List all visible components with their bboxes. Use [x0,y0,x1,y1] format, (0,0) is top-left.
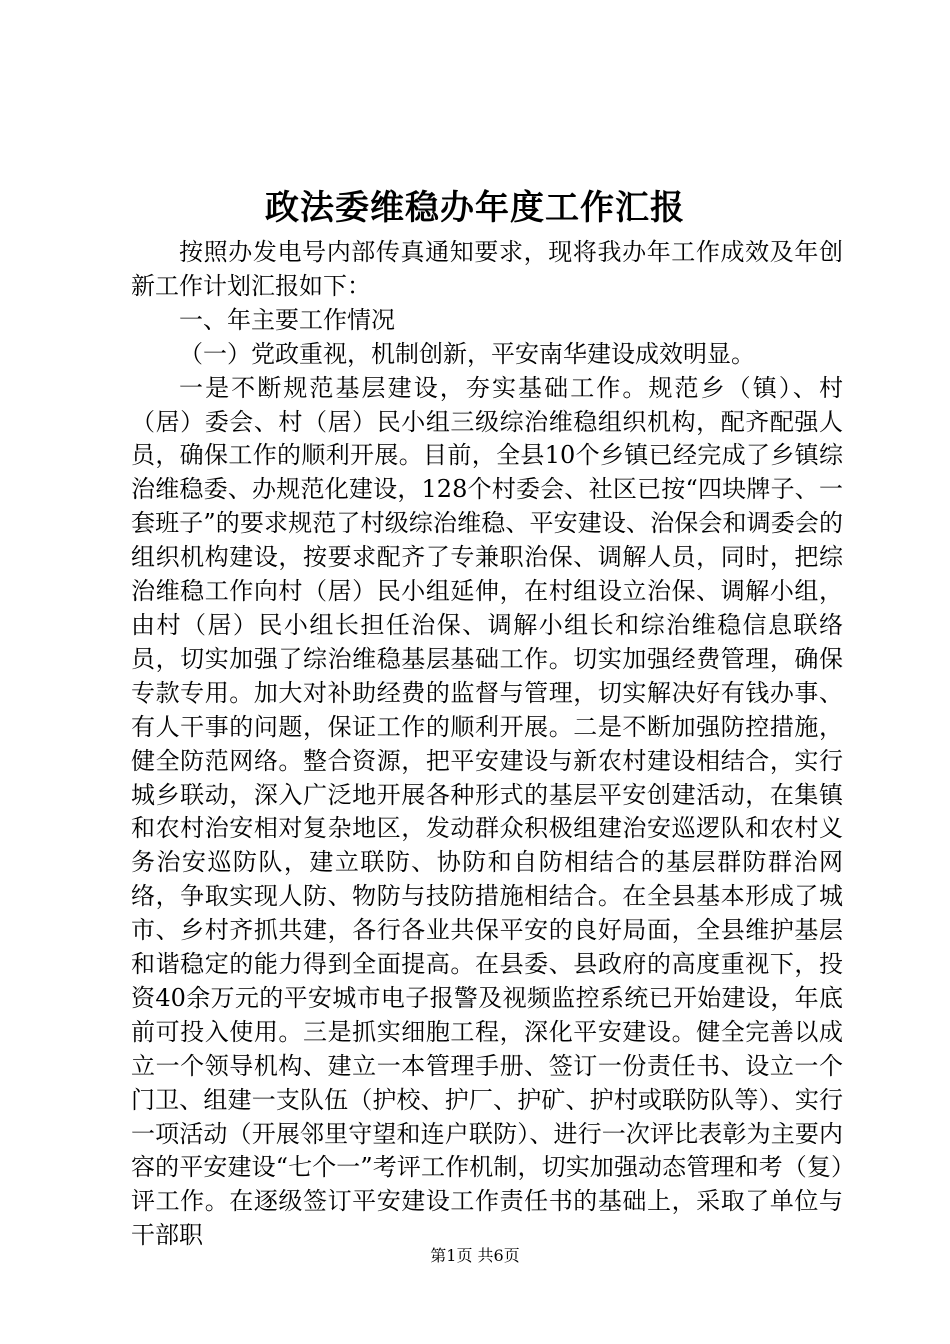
section-heading: 一、年主要工作情况 [179,305,395,334]
paragraph-intro: 按照办发电号内部传真通知要求，现将我办年工作成效及年创新工作计划汇报如下： [131,238,843,300]
document-body [131,236,843,1253]
paragraph-main: 一是不断规范基层建设，夯实基础工作。规范乡（镇）、村（居）委会、村（居）民小组三级综治维稳组织机构，配齐配强人员，确保工作的顺利开展。目前，全县10个乡镇已经完成了乡镇综治维稳委、办规范化建设，128个村委会、社区已按“四块牌子、一套班子”的要求规范了村级综治维稳、平安建设、治保会和调委会的组织机构建设，按要求配齐了专兼职治保、调解人员，同时，把综治维稳工作向村（居）民小组延伸，在村组设立治保、调解小组，由村（居）民小组长担任治保、调解小组长和综治维稳信息联络员，切实加强了综治维稳基层基础工作。切实加强经费管理，确保专款专用。加大对补助经费的监督与管理，切实解决好有钱办事、有人干事的问题，保证工作的顺利开展。二是不断加强防控措施，健全防范网络。整合资源，把平安建设与新农村建设相结合，实行城乡联动，深入广泛地开展各种形式的基层平安创建活动，在集镇和农村治安相对复杂地区，发动群众积极组建治安巡逻队和农村义务治安巡防队，建立联防、协防和自防相结合的基层群防群治网络，争取实现人防、物防与技防措施相结合。在全县基本形成了城市、乡村齐抓共建，各行各业共保平安的良好局面，全县维护基层和谐稳定的能力得到全面提高。在县委、县政府的高度重视下，投资40余万元的平安城市电子报警及视频监控系统已开始建设，年底前可投入使用。三是抓实细胞工程，深化平安建设。健全完善以成立一个领导机构、建立一本管理手册、签订一份责任书、设立一个门卫、组建一支队伍（护校、护厂、护矿、护村或联防队等）、实行一项活动（开展邻里守望和连户联防）、进行一次评比表彰为主要内容的平安建设“七个一”考评工作机制，切实加强动态管理和考（复）评工作。在逐级签订平安建设工作责任书的基础上，采取了单位与干部职 [131,373,843,1250]
subsection-heading: （一）党政重视，机制创新，平安南华建设成效明显。 [179,339,755,368]
document-title: 政法委维稳办年度工作汇报 [265,188,685,228]
page-footer: 第1页 共6页 [430,1246,520,1265]
